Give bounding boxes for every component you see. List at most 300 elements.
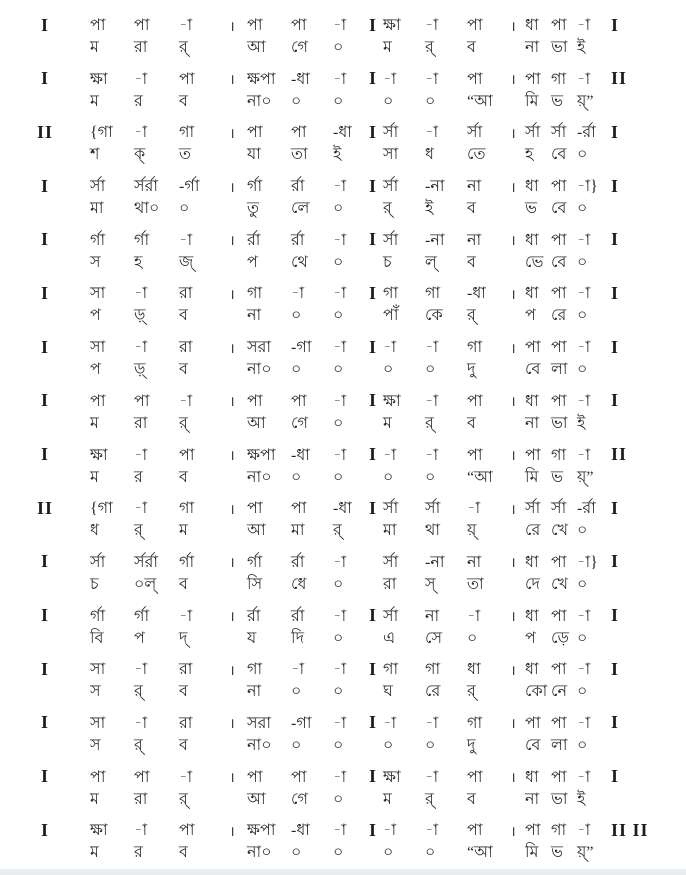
lyric-cell: লা (551, 361, 568, 379)
note-cell: পা (551, 285, 567, 303)
note-cell: -া (333, 392, 347, 410)
lyric-row (0, 90, 686, 112)
note-cell: র্রা (291, 607, 305, 625)
note-cell: র্সা (383, 124, 399, 142)
lyric-cell: ব (179, 844, 188, 862)
note-cell: ধা (467, 661, 481, 679)
note-cell: -া (425, 124, 439, 142)
lyric-cell: না (247, 307, 262, 325)
lyric-cell: ০ (333, 468, 344, 486)
note-cell: না (425, 607, 440, 625)
lyric-cell: প (90, 361, 101, 379)
lyric-cell: গে (291, 39, 308, 56)
tala-numeral-right: I (611, 551, 620, 572)
lyric-cell: ব (179, 575, 188, 593)
note-cell: -া (425, 392, 439, 410)
tala-numeral-left: I (40, 229, 49, 250)
lyric-cell: বি (90, 629, 104, 647)
lyric-cell: ০ (577, 200, 588, 218)
lyric-cell: দে (525, 575, 540, 593)
lyric-cell: ০ (425, 736, 436, 754)
lyric-cell: ধ (90, 522, 99, 540)
note-cell: পা (291, 17, 307, 34)
lyric-cell: বে (551, 200, 567, 218)
tala-numeral-mid: I (368, 497, 377, 518)
notation-line (0, 279, 686, 333)
lyric-cell: ০ (383, 92, 394, 110)
lyric-cell: ব (179, 468, 188, 486)
lyric-cell: ০ (577, 522, 588, 540)
tala-numeral-right: I (611, 121, 620, 142)
danda-separator: । (229, 341, 235, 357)
lyric-cell: ০ (577, 736, 588, 754)
note-cell: গা (551, 446, 567, 464)
note-cell: পা (179, 446, 195, 464)
lyric-cell: তে (467, 146, 486, 164)
tala-numeral-left: I (40, 175, 49, 196)
danda-separator: । (229, 610, 235, 626)
lyric-row (0, 36, 686, 58)
note-cell: পা (291, 768, 307, 786)
lyric-cell: প (525, 307, 536, 325)
lyric-cell: ই (577, 39, 586, 56)
note-cell: -া (179, 392, 193, 410)
lyric-cell: ম (383, 414, 392, 432)
note-cell: পা (467, 768, 483, 786)
note-cell: -া (577, 768, 591, 786)
notation-line (0, 602, 686, 656)
note-cell: পা (551, 661, 567, 679)
danda-separator: । (510, 19, 516, 35)
lyric-cell: ০ (577, 146, 588, 164)
lyric-cell: র্ (179, 414, 188, 432)
note-cell: ক্ষা (90, 70, 108, 88)
note-cell: পা (551, 231, 567, 249)
lyric-cell: না০ (247, 92, 272, 110)
note-cell: পা (467, 822, 483, 840)
note-cell: -না (425, 231, 445, 249)
note-cell: র্গা (90, 231, 106, 249)
lyric-cell: ই (577, 414, 586, 432)
note-cell: র্গা (247, 553, 263, 571)
lyric-cell: ব (467, 39, 476, 56)
note-cell: রা (179, 661, 193, 679)
note-cell: পা (525, 339, 541, 357)
lyric-cell: ০ (291, 92, 302, 110)
lyric-cell: দি (291, 629, 304, 647)
lyric-cell: ভে (525, 253, 544, 271)
danda-separator: । (229, 395, 235, 411)
note-cell: -া (425, 339, 439, 357)
lyric-cell: ভ (551, 844, 563, 862)
lyric-cell: র্ (333, 522, 342, 540)
lyric-row (0, 734, 686, 756)
tala-numeral-right: II (611, 68, 628, 89)
danda-separator: । (510, 287, 516, 303)
danda-separator: । (229, 287, 235, 303)
note-cell: -া (179, 607, 193, 625)
lyric-cell: থা০ (134, 200, 160, 218)
lyric-row (0, 197, 686, 219)
lyric-cell: গে (291, 790, 308, 808)
danda-separator: । (229, 126, 235, 142)
lyric-cell: বে (551, 146, 567, 164)
lyric-cell: ম (179, 522, 188, 540)
note-cell: -া (467, 607, 481, 625)
note-cell: -া (577, 231, 591, 249)
lyric-cell: ০ (425, 844, 436, 862)
lyric-cell: স্ (425, 575, 436, 593)
lyric-cell: ০ (577, 307, 588, 325)
lyric-cell: হ (525, 146, 534, 164)
danda-separator: । (510, 126, 516, 142)
lyric-cell: ম (90, 844, 99, 862)
lyric-cell: আ (247, 790, 266, 808)
note-cell: পা (551, 553, 567, 571)
lyric-cell: হ (134, 253, 143, 271)
note-cell: পা (467, 446, 483, 464)
note-cell: র্গা (247, 178, 263, 196)
tala-numeral-mid: I (368, 121, 377, 142)
note-cell: -া (333, 661, 347, 679)
lyric-cell: থে (291, 253, 308, 271)
lyric-cell: ড়্ (134, 307, 146, 325)
note-cell: -া (291, 661, 305, 679)
notation-line (0, 172, 686, 226)
note-cell: -গা (291, 714, 312, 732)
note-row (0, 709, 686, 734)
note-cell: ধা (525, 392, 539, 410)
note-row (0, 655, 686, 680)
note-cell: র্সা (551, 124, 567, 142)
tala-numeral-mid: I (368, 444, 377, 464)
note-cell: -া (134, 822, 148, 840)
lyric-cell: র্ (179, 39, 188, 56)
note-cell: -া (577, 714, 591, 732)
lyric-cell: ম (90, 468, 99, 486)
note-cell: র্সা (425, 500, 441, 518)
note-cell: পা (134, 768, 150, 786)
note-cell: -া (134, 124, 148, 142)
lyric-cell: ভা (551, 39, 568, 56)
note-cell: পা (467, 17, 483, 34)
danda-separator: । (229, 73, 235, 89)
note-cell: -র্রা (577, 500, 596, 518)
notation-line (0, 816, 686, 870)
note-cell: পা (247, 392, 263, 410)
tala-numeral-mid: I (368, 68, 377, 89)
lyric-cell: রে (551, 307, 567, 325)
lyric-cell: ধ (425, 146, 434, 164)
lyric-cell: য়্” (577, 468, 594, 486)
tala-numeral-mid: I (368, 819, 377, 840)
note-cell: র্রা (291, 178, 305, 196)
note-cell: -া (333, 714, 347, 732)
tala-numeral-right: II II (611, 819, 649, 840)
tala-numeral-mid: I (368, 336, 377, 357)
note-cell: পা (551, 17, 567, 34)
note-cell: -া (134, 500, 148, 518)
notation-line (0, 655, 686, 709)
note-cell: না (467, 553, 482, 571)
note-cell: র্রা (247, 231, 261, 249)
danda-separator: । (510, 395, 516, 411)
lyric-row (0, 143, 686, 165)
note-cell: -া (134, 70, 148, 88)
lyric-cell: য়্ (467, 522, 477, 540)
note-cell: -া (333, 446, 347, 464)
tala-numeral-left: II (36, 497, 53, 518)
note-cell: {গা (90, 500, 113, 518)
lyric-cell: ০ (333, 575, 344, 593)
note-cell: গা (551, 70, 567, 88)
note-cell: সা (90, 661, 106, 679)
note-cell: রা (179, 714, 193, 732)
notation-line (0, 441, 686, 495)
lyric-cell: রা (134, 414, 148, 432)
lyric-cell: ই (425, 200, 434, 218)
lyric-cell: তা (291, 146, 308, 164)
tala-numeral-right: I (611, 175, 620, 196)
note-cell: সা (90, 285, 106, 303)
lyric-cell: প (525, 629, 536, 647)
lyric-cell: ০ (577, 575, 588, 593)
note-cell: র্সা (467, 124, 483, 142)
note-cell: র্সা (525, 500, 541, 518)
note-row (0, 816, 686, 841)
notation-line (0, 118, 686, 172)
note-cell: -া (134, 339, 148, 357)
danda-separator: । (229, 556, 235, 572)
lyric-cell: চ (90, 575, 99, 593)
note-cell: পা (551, 607, 567, 625)
danda-separator: । (510, 180, 516, 196)
lyric-cell: কো (525, 683, 548, 701)
note-row (0, 548, 686, 573)
tala-numeral-mid: I (368, 766, 377, 787)
lyric-cell: ০ (291, 736, 302, 754)
danda-separator: । (510, 449, 516, 464)
note-cell: ক্ষা (90, 822, 108, 840)
lyric-cell: র্ (179, 790, 188, 808)
note-cell: পা (291, 392, 307, 410)
note-cell: -া (333, 822, 347, 840)
note-cell: পা (525, 822, 541, 840)
lyric-cell: র্ (467, 307, 476, 325)
lyric-cell: ০ (333, 361, 344, 379)
note-cell: পা (90, 392, 106, 410)
note-cell: -া (333, 339, 347, 357)
lyric-cell: ম (90, 414, 99, 432)
note-cell: র্সা (90, 178, 106, 196)
note-cell: -া (383, 446, 397, 464)
notation-line (0, 709, 686, 763)
note-cell: ক্ষা (90, 446, 108, 464)
notation-line (0, 387, 686, 441)
lyric-cell: মি (525, 844, 539, 862)
note-cell: -া (577, 392, 591, 410)
lyric-cell: ০ (467, 629, 478, 647)
notation-line (0, 333, 686, 387)
lyric-cell: রা (134, 790, 148, 808)
note-cell: র্সা (90, 553, 106, 571)
lyric-cell: মা (383, 522, 397, 540)
note-cell: পা (551, 392, 567, 410)
lyric-cell: ড়্ (134, 361, 146, 379)
lyric-cell: ০ (333, 736, 344, 754)
note-cell: -া (577, 339, 591, 357)
note-cell: ধা (525, 661, 539, 679)
lyric-cell: “আ (467, 468, 493, 486)
note-row (0, 494, 686, 519)
danda-separator: । (229, 19, 235, 35)
note-cell: -া (333, 70, 347, 88)
lyric-cell: ০ (333, 414, 344, 432)
lyric-cell: য়্” (577, 92, 594, 110)
lyric-cell: মা (90, 200, 104, 218)
lyric-cell: দু (467, 361, 476, 379)
note-cell: র্সা (383, 231, 399, 249)
lyric-cell: ০ (333, 790, 344, 808)
note-cell: -া (577, 70, 591, 88)
note-cell: -া (291, 285, 305, 303)
lyric-cell: ০ (425, 468, 436, 486)
note-cell: রা (179, 285, 193, 303)
note-cell: র্সা (551, 500, 567, 518)
lyric-cell: র্ (134, 736, 143, 754)
tala-numeral-left: II (36, 121, 53, 142)
tala-numeral-mid: I (368, 658, 377, 679)
note-cell: -া (425, 17, 439, 34)
note-cell: -ধা (291, 822, 310, 840)
lyric-row (0, 788, 686, 810)
note-cell: র্সা (383, 607, 399, 625)
lyric-cell: ব (179, 307, 188, 325)
note-cell: গা (425, 661, 441, 679)
note-cell: -া (134, 446, 148, 464)
note-row (0, 602, 686, 627)
danda-separator: । (510, 717, 516, 733)
note-row (0, 226, 686, 251)
lyric-cell: তা (467, 575, 484, 593)
note-cell: পা (247, 500, 263, 518)
lyric-cell: ০ (333, 253, 344, 271)
lyric-row (0, 412, 686, 434)
lyric-cell: ভ (525, 200, 537, 218)
notation-line (0, 65, 686, 119)
tala-numeral-right: II (611, 444, 628, 464)
note-row (0, 333, 686, 358)
danda-separator: । (510, 234, 516, 250)
note-cell: পা (90, 17, 106, 34)
lyric-cell: র (134, 92, 143, 110)
note-cell: পা (291, 124, 307, 142)
note-cell: ক্ষপা (247, 822, 276, 840)
note-cell: -া (577, 446, 591, 464)
note-cell: -র্গা (179, 178, 200, 196)
lyric-cell: ০ (333, 200, 344, 218)
lyric-cell: থা (425, 522, 441, 540)
lyric-cell: ০ (577, 253, 588, 271)
danda-separator: । (510, 610, 516, 626)
lyric-cell: আ (247, 522, 266, 540)
danda-separator: । (510, 663, 516, 679)
note-row (0, 279, 686, 304)
lyric-cell: ক্ (134, 146, 146, 164)
note-cell: পা (291, 500, 307, 518)
danda-separator: । (510, 556, 516, 572)
note-cell: ধা (525, 607, 539, 625)
lyric-cell: মি (525, 468, 539, 486)
note-cell: গা (425, 285, 441, 303)
lyric-row (0, 358, 686, 380)
lyric-cell: য়্” (577, 844, 594, 862)
notation-line (0, 763, 686, 817)
note-cell: গা (179, 124, 195, 142)
lyric-cell: ভা (551, 790, 568, 808)
lyric-cell: ম (90, 92, 99, 110)
note-cell: -া (333, 17, 347, 34)
note-cell: -র্রা (577, 124, 596, 142)
note-cell: পা (467, 392, 483, 410)
lyric-cell: ০ (291, 844, 302, 862)
note-cell: -া (179, 768, 193, 786)
lyric-cell: “আ (467, 844, 493, 862)
note-cell: ধা (525, 285, 539, 303)
lyric-row (0, 627, 686, 649)
lyric-cell: ০ (333, 683, 344, 701)
note-cell: পা (551, 339, 567, 357)
note-cell: {গা (90, 124, 113, 142)
note-cell: ক্ষা (383, 392, 401, 410)
lyric-cell: ০ (291, 683, 302, 701)
lyric-cell: প (134, 629, 145, 647)
lyric-cell: খে (551, 575, 568, 593)
note-cell: -া (425, 768, 439, 786)
tala-numeral-left: I (40, 68, 49, 89)
note-cell: -া (577, 661, 591, 679)
note-cell: -গা (291, 339, 312, 357)
tala-numeral-right: I (611, 658, 620, 679)
note-cell: পা (525, 714, 541, 732)
lyric-cell: ০ (333, 844, 344, 862)
note-cell: -া (134, 714, 148, 732)
lyric-cell: এ (383, 629, 396, 647)
lyric-cell: না০ (247, 468, 272, 486)
tala-numeral-left: I (40, 551, 49, 572)
note-cell: -া (179, 231, 193, 249)
note-cell: -া (179, 17, 193, 34)
lyric-cell: না (247, 683, 262, 701)
note-cell: -া (333, 553, 347, 571)
lyric-cell: ০ (383, 361, 394, 379)
note-cell: -া (425, 70, 439, 88)
note-cell: সা (90, 339, 106, 357)
lyric-cell: প (247, 253, 258, 271)
lyric-cell: রে (525, 522, 541, 540)
note-cell: সরা (247, 339, 272, 357)
lyric-cell: ০ (333, 92, 344, 110)
note-cell: ক্ষা (383, 768, 401, 786)
note-cell: ধা (525, 768, 539, 786)
lyric-cell: সে (425, 629, 443, 647)
danda-separator: । (229, 771, 235, 787)
lyric-row (0, 304, 686, 326)
lyric-cell: র্ (425, 790, 434, 808)
note-cell: -না (425, 553, 445, 571)
lyric-cell: ০ (333, 307, 344, 325)
lyric-row (0, 466, 686, 488)
